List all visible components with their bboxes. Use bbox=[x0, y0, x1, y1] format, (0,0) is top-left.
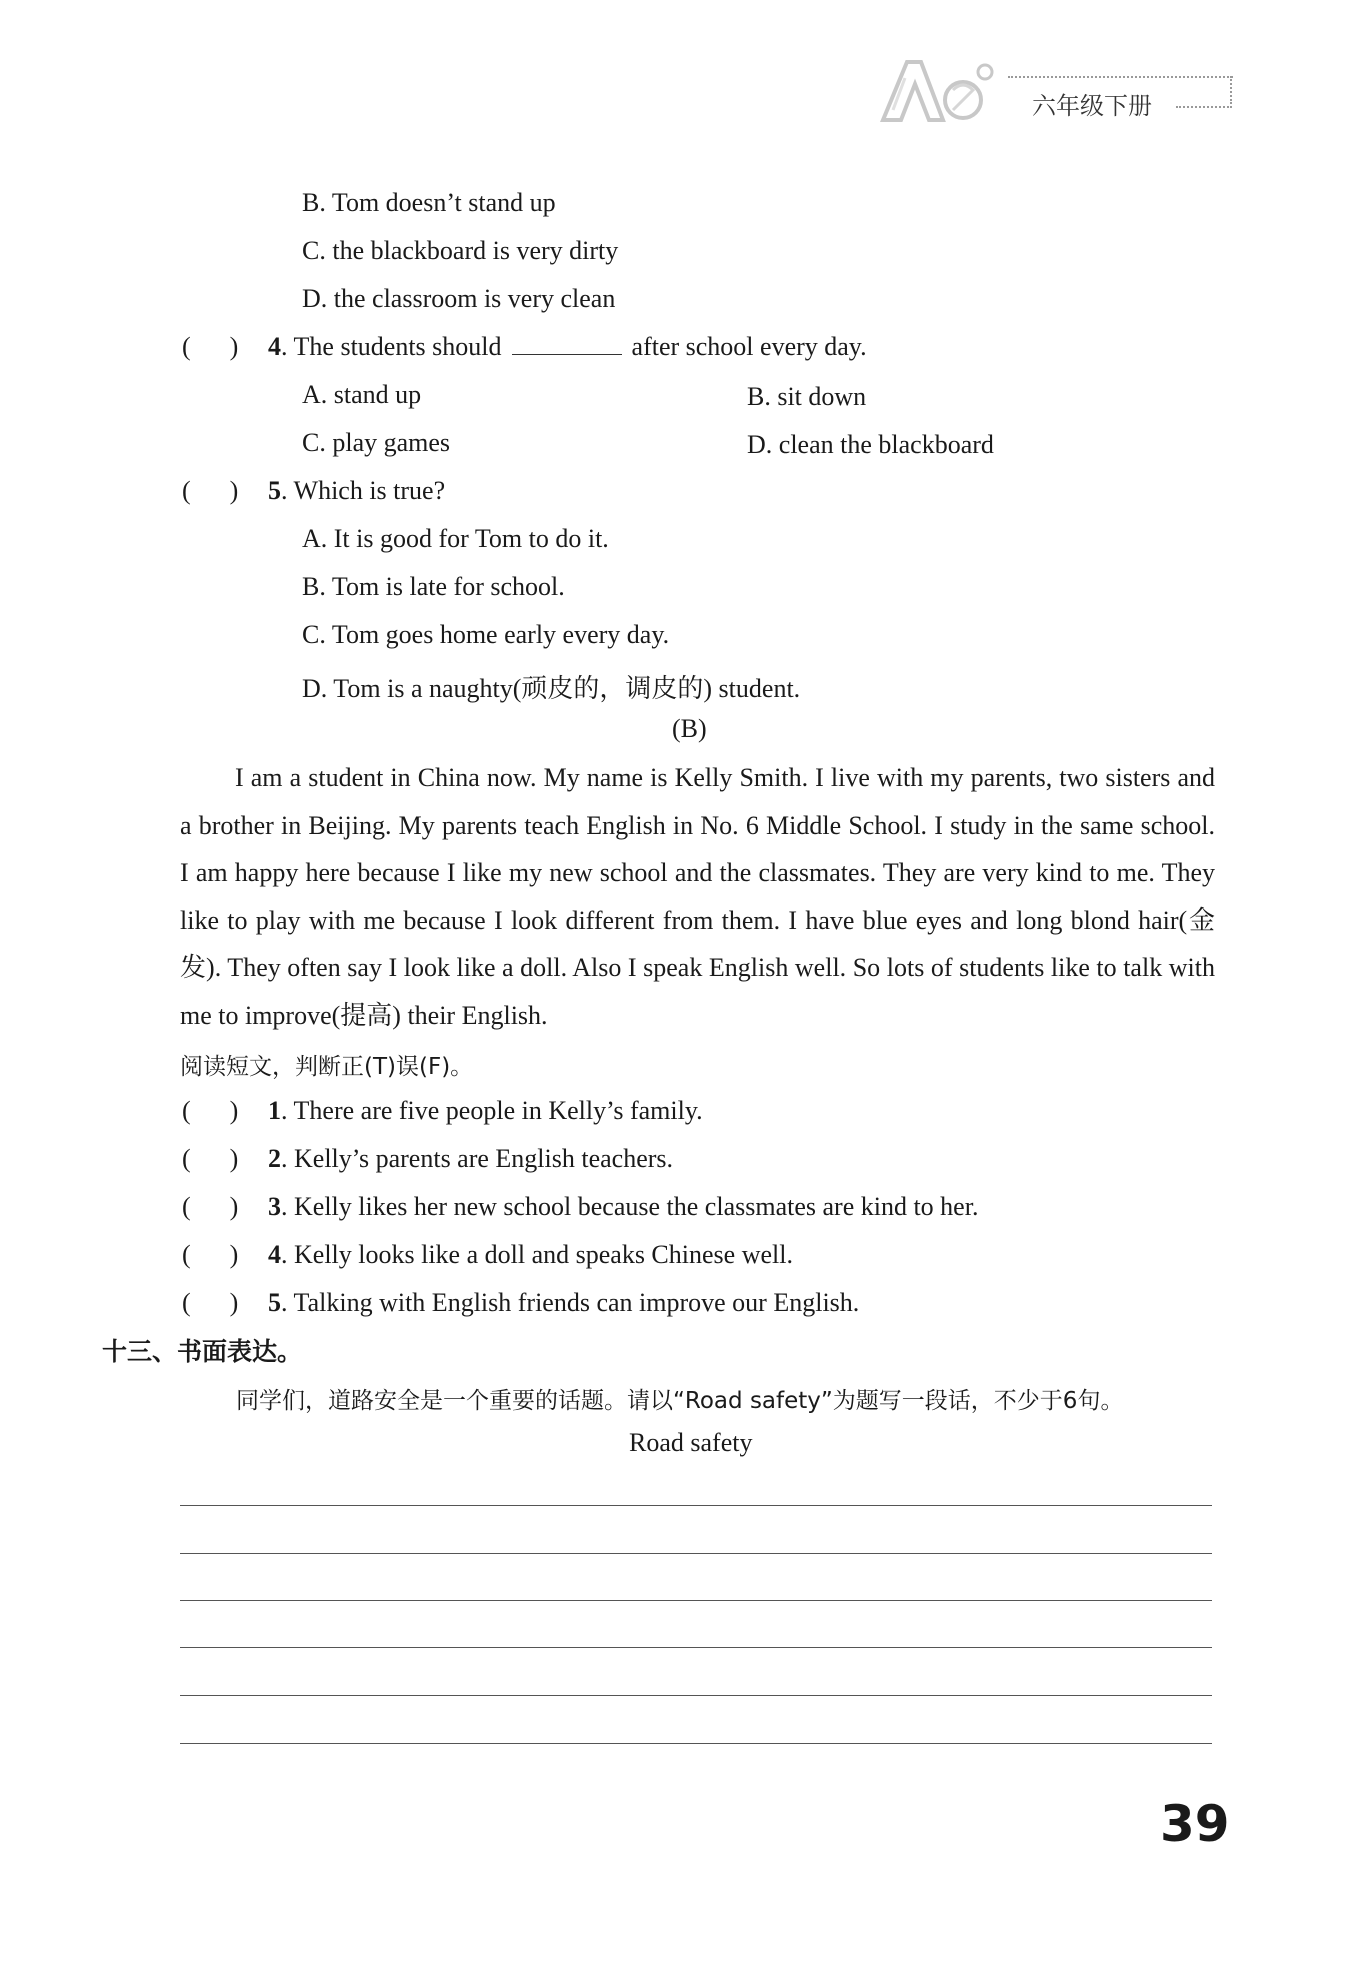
q4-stem bbox=[268, 332, 867, 362]
q5-option-b: B. Tom is late for school. bbox=[302, 572, 565, 601]
q3-option-b: B. Tom doesn’t stand up bbox=[302, 188, 556, 217]
q4-stem-before: . The students should bbox=[281, 332, 502, 361]
question-number: 4 bbox=[268, 332, 281, 361]
tf-question-text: . Kelly’s parents are English teachers. bbox=[281, 1144, 674, 1173]
q3-option-c: C. the blackboard is very dirty bbox=[302, 236, 619, 265]
tf-question-text: . There are five people in Kelly’s family. bbox=[281, 1096, 703, 1125]
reading-passage bbox=[180, 754, 1215, 1039]
header-logo bbox=[875, 50, 1005, 130]
writing-line[interactable] bbox=[180, 1647, 1212, 1648]
tf-question-text: . Kelly likes her new school because the classmates are kind to her. bbox=[281, 1192, 979, 1221]
section-title: 十三、书面表达。 bbox=[102, 1337, 303, 1366]
question-number: 4 bbox=[268, 1240, 281, 1269]
q5-stem-text: . Which is true? bbox=[281, 476, 446, 505]
writing-line[interactable] bbox=[180, 1553, 1212, 1554]
answer-bracket[interactable]: ( ) bbox=[182, 332, 239, 361]
passage-text: I am a student in China now. My name is Kelly Smith. I live with my parents, two sisters and a brother in Beijing. My parents teach English in No. 6 Middle School. I study in the same school. I am happy here because I like my new school and the classmates. They are very kind to me. They like to play with me because I look different from them. I have blue eyes and long blond hair(金发). They often say I look like a doll. Also I speak English well. So lots of students like to talk with me to improve(提高) their English. bbox=[180, 763, 1215, 1030]
grade-label: 六年级下册 bbox=[1032, 92, 1152, 120]
answer-bracket[interactable]: ( ) bbox=[182, 476, 239, 505]
tf-question bbox=[268, 1144, 673, 1174]
header-dotted-line bbox=[1176, 106, 1232, 108]
tf-question-text: . Kelly looks like a doll and speaks Chinese well. bbox=[281, 1240, 793, 1269]
page-number: 39 bbox=[1160, 1795, 1230, 1853]
q3-option-d: D. the classroom is very clean bbox=[302, 284, 616, 313]
q5-option-c: C. Tom goes home early every day. bbox=[302, 620, 670, 649]
tf-question-text: . Talking with English friends can improve our English. bbox=[281, 1288, 860, 1317]
answer-bracket[interactable]: ( ) bbox=[182, 1096, 239, 1125]
writing-line[interactable] bbox=[180, 1695, 1212, 1696]
tf-question bbox=[268, 1192, 978, 1222]
q5-option-d: D. Tom is a naughty(顽皮的，调皮的) student. bbox=[302, 674, 801, 703]
writing-line[interactable] bbox=[180, 1600, 1212, 1601]
answer-bracket[interactable]: ( ) bbox=[182, 1288, 239, 1317]
question-number: 2 bbox=[268, 1144, 281, 1173]
question-number: 5 bbox=[268, 1288, 281, 1317]
q4-option-d: D. clean the blackboard bbox=[747, 430, 994, 459]
writing-line[interactable] bbox=[180, 1743, 1212, 1744]
fill-blank[interactable] bbox=[512, 332, 622, 355]
tf-question bbox=[268, 1288, 859, 1318]
q5-stem bbox=[268, 476, 445, 506]
writing-prompt: 同学们，道路安全是一个重要的话题。请以“Road safety”为题写一段话，不少于6句。 bbox=[236, 1388, 1124, 1414]
q4-option-a: A. stand up bbox=[302, 380, 422, 409]
q4-stem-after: after school every day. bbox=[631, 332, 867, 361]
question-number: 1 bbox=[268, 1096, 281, 1125]
writing-line[interactable] bbox=[180, 1505, 1212, 1506]
answer-bracket[interactable]: ( ) bbox=[182, 1240, 239, 1269]
tf-question bbox=[268, 1240, 793, 1270]
question-number: 5 bbox=[268, 476, 281, 505]
part-b-label: (B) bbox=[672, 714, 707, 743]
answer-bracket[interactable]: ( ) bbox=[182, 1144, 239, 1173]
q4-option-c: C. play games bbox=[302, 428, 451, 457]
q5-option-a: A. It is good for Tom to do it. bbox=[302, 524, 609, 553]
instruction: 阅读短文，判断正(T)误(F)。 bbox=[180, 1054, 474, 1080]
answer-bracket[interactable]: ( ) bbox=[182, 1192, 239, 1221]
q4-option-b: B. sit down bbox=[747, 382, 867, 411]
header-dotted-line bbox=[1008, 76, 1233, 78]
header-dotted-line bbox=[1230, 76, 1232, 104]
question-number: 3 bbox=[268, 1192, 281, 1221]
tf-question bbox=[268, 1096, 703, 1126]
essay-title: Road safety bbox=[629, 1428, 753, 1457]
